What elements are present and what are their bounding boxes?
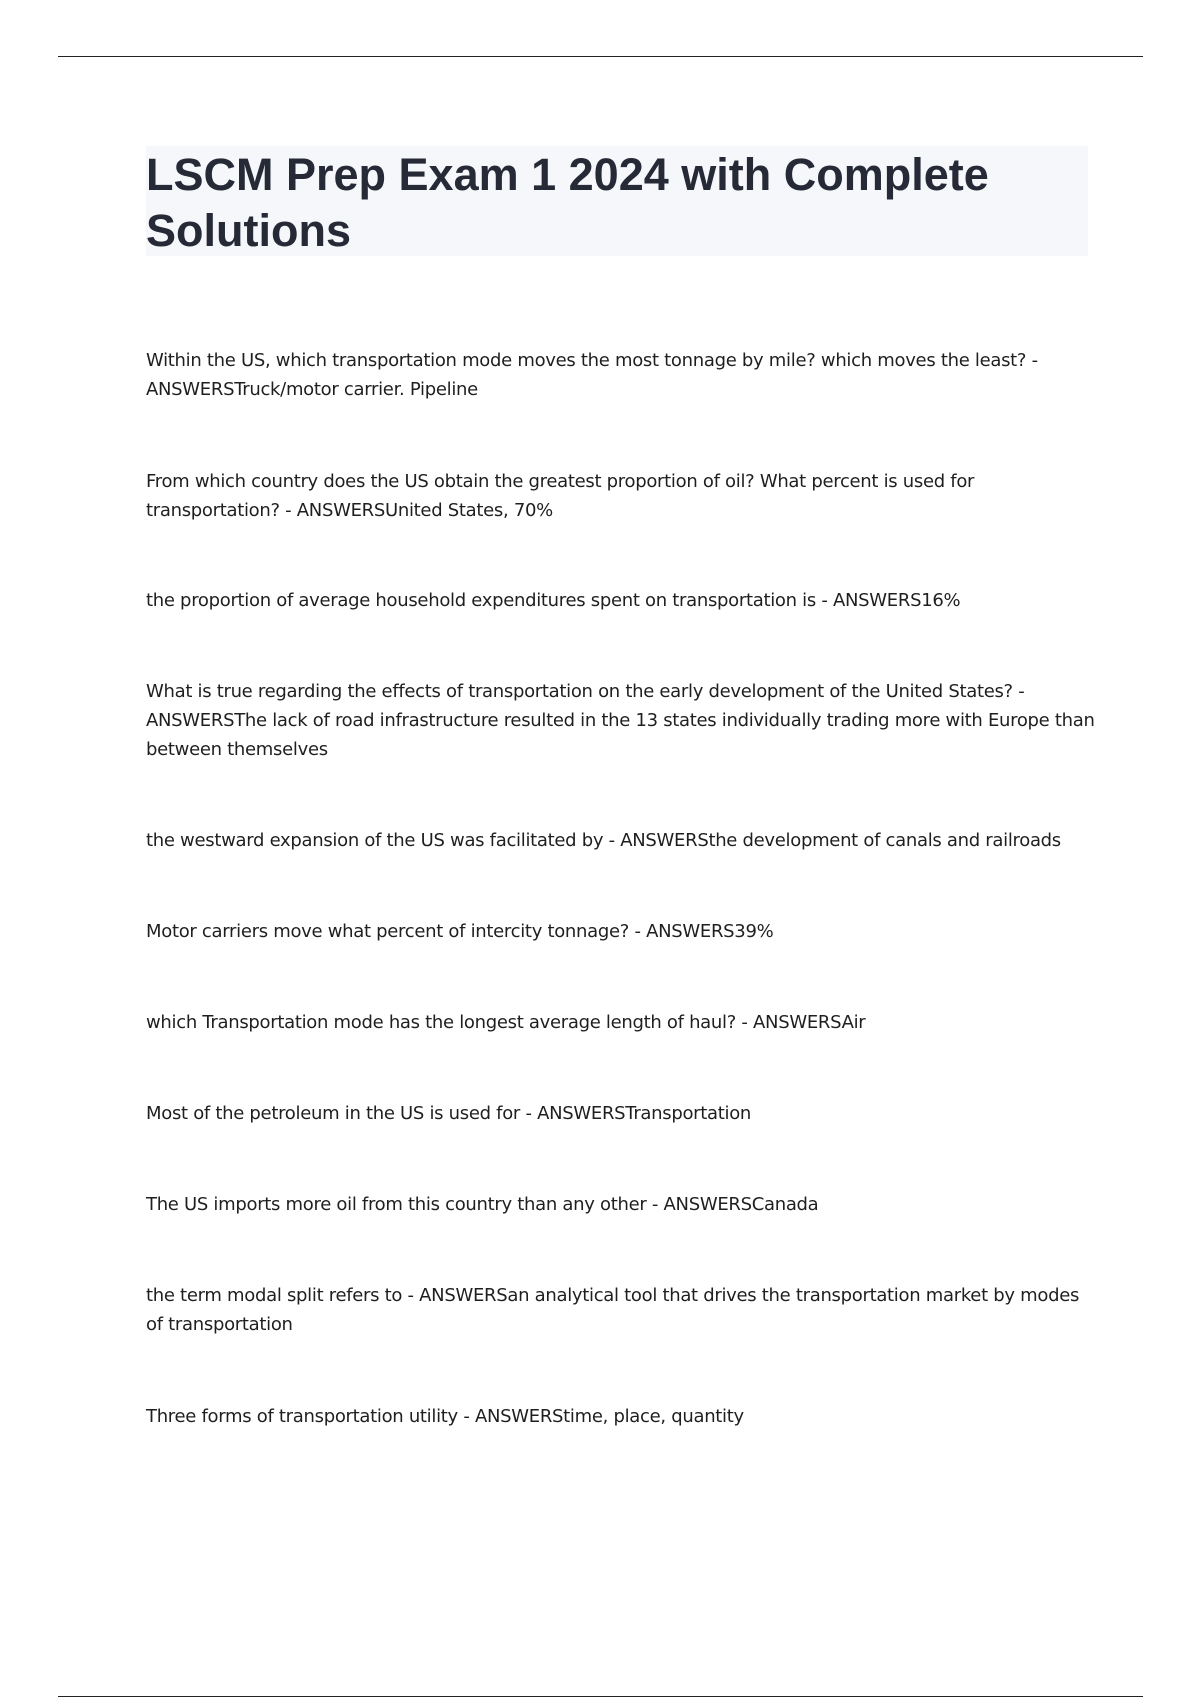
question-text: the westward expansion of the US was facilitated by - xyxy=(146,830,621,851)
question-text: which Transportation mode has the longest average length of haul? - xyxy=(146,1012,754,1033)
qa-item-4 xyxy=(146,677,1096,764)
question-text: the term modal split refers to - xyxy=(146,1285,420,1306)
qa-item-1 xyxy=(146,346,1096,404)
document-title: LSCM Prep Exam 1 2024 with Complete Solutions xyxy=(146,149,989,256)
qa-item-7 xyxy=(146,1008,1096,1037)
question-text: The US imports more oil from this country than any other - xyxy=(146,1194,664,1215)
question-text: Most of the petroleum in the US is used for - xyxy=(146,1103,538,1124)
qa-item-3 xyxy=(146,586,1096,615)
answer-text: ANSWERSCanada xyxy=(663,1194,819,1215)
bottom-rule xyxy=(58,1696,1143,1697)
qa-item-10 xyxy=(146,1281,1096,1339)
answer-text: ANSWERSTransportation xyxy=(537,1103,752,1124)
answer-text: ANSWERS39% xyxy=(646,921,774,942)
question-text: From which country does the US obtain the greatest proportion of oil? What percent is used for transportation? - xyxy=(146,471,975,521)
answer-text: ANSWERSTruck/motor carrier. Pipeline xyxy=(146,379,478,400)
answer-text: ANSWERSThe lack of road infrastructure resulted in the 13 states individually trading more with Europe than between themselves xyxy=(146,710,1095,760)
title-banner xyxy=(146,146,1088,256)
qa-item-6 xyxy=(146,917,1096,946)
question-text: the proportion of average household expenditures spent on transportation is - xyxy=(146,590,833,611)
answer-text: ANSWERSAir xyxy=(753,1012,866,1033)
qa-item-2 xyxy=(146,467,1096,525)
answer-text: ANSWERS16% xyxy=(833,590,961,611)
answer-text: ANSWERSan analytical tool that drives the transportation market by modes of transportation xyxy=(146,1285,1080,1335)
qa-item-9 xyxy=(146,1190,1096,1219)
answer-text: ANSWERSUnited States, 70% xyxy=(296,500,553,521)
question-text: What is true regarding the effects of transportation on the early development of the United States? - xyxy=(146,681,1025,702)
qa-item-11 xyxy=(146,1402,1096,1431)
answer-text: ANSWERSthe development of canals and railroads xyxy=(620,830,1061,851)
question-text: Within the US, which transportation mode moves the most tonnage by mile? which moves the least? - xyxy=(146,350,1038,371)
qa-item-8 xyxy=(146,1099,1096,1128)
answer-text: ANSWERStime, place, quantity xyxy=(474,1406,744,1427)
qa-item-5 xyxy=(146,826,1096,855)
question-text: Three forms of transportation utility - xyxy=(146,1406,475,1427)
question-text: Motor carriers move what percent of intercity tonnage? - xyxy=(146,921,647,942)
top-rule xyxy=(58,56,1143,57)
